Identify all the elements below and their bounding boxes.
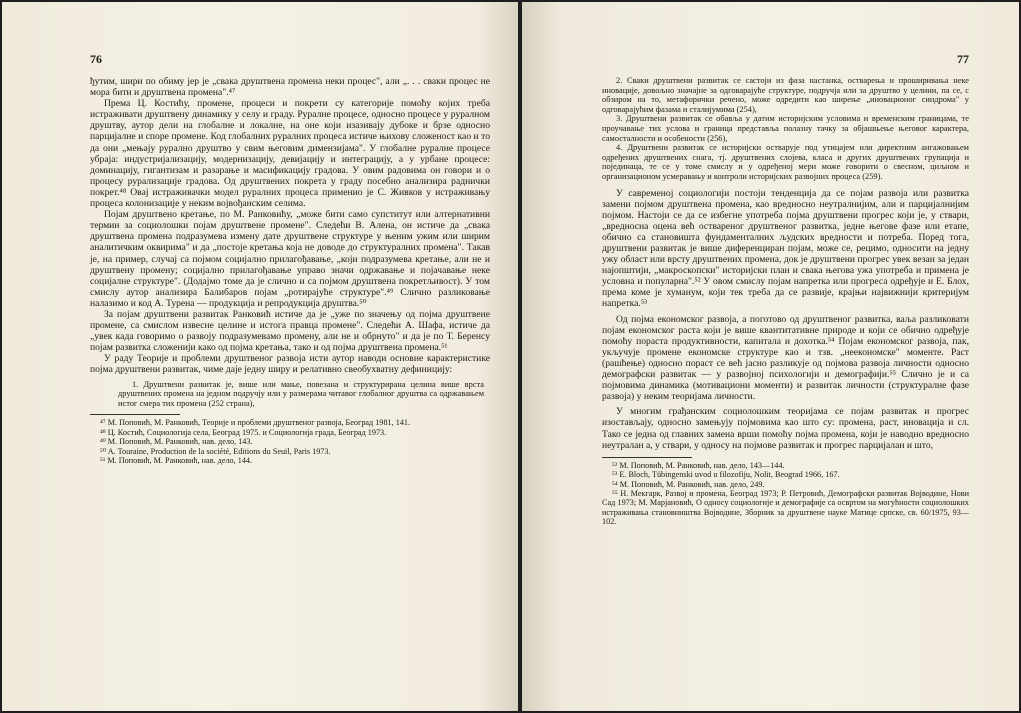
- footnote: ⁴⁸ Ц. Костић, Социологија села, Београд 1975. и Социологија града, Београд 1973.: [100, 427, 387, 437]
- footnotes: [90, 418, 490, 465]
- paragraph: У савременој социологији постоји тенденција да се појам развоја или развитка замени појмом друштвена промена, као вредносно неутралнијим, али и парцијалнијим појмом. Настоји се да се избегне употреба појма друштвени прогрес који је, у ствари, „вредносна оцена већ оствареног друштвеног развитка, једне његове фазе или етапе, обично са становишта фундаменталних људских вредности и потреба. Поред тога, друштвени развитак је више диференциран појам, може се, рецимо, односити на једну ужу област или врсту друштвених промена, док је друштвени прогрес увек везан за један најопштији, „макроскопски" историјски план и свака његова ужа употреба и примена је условна и популарна".⁵² У овом смислу појам напретка или прогреса одређује и Е. Блох, према коме је хуманум, који тек треба да се развије, крајњи највижнији критеријум напретка.⁵³: [602, 187, 969, 310]
- paragraph: У раду Теорије и проблеми друштвеног развоја исти аутор наводи основне карактеристике појма друштвени развитак, чиме даје једну ширу и релативно свеобухватну дефиницију:: [90, 353, 490, 376]
- left-page: [2, 2, 518, 711]
- footnote: ⁴⁹ М. Поповић, М. Ранковић, нав. дело, 143.: [100, 437, 253, 447]
- footnote-rule: [602, 457, 692, 458]
- paragraph: У многим грађанским социолошким теоријама се појам развитак и прогрес изостављају, односно замењују појмовима као што су: промена, раст, иновација и сл. Тако се једна од главних замена врши помоћу појма промена, који је наводно вредносно неутралан а, у ствари, у односу на појмове развитак и прогрес парцијалан и што,: [602, 406, 969, 451]
- quote-item: 1. Друштвени развитак је, више или мање, повезана и структурирана целина више врста друштвених промена на једном подручју или у размерама читавог глобалног друштва са одржавањем истог смера тих промена (252 страна),: [118, 379, 484, 408]
- footnote: ⁵¹ М. Поповић, М. Ранковић, нав. дело, 144.: [100, 455, 253, 465]
- footnote: ⁴⁷ М. Поповић, М. Ранковић, Теорије и проблеми друштвеног развоја, Београд 1981, 141.: [100, 418, 411, 428]
- block-quote: [602, 76, 969, 182]
- footnote: ⁵² М. Поповић, М. Ранковић, нав. дело, 143—144.: [612, 460, 785, 470]
- footnote: ⁵³ E. Bloch, Tübingenski uvod u filozofiju, Nolit, Beograd 1966, 167.: [612, 470, 840, 480]
- footnote: ⁵⁵ Н. Мекгарк, Развој и промена, Београд 1973; Р. Петровић, Демографски развитак Војводине, Нови Сад 1973; М. Марјановић, О односу социологије и демографије са освртом на могућности социолошких истраживања становништва Војводине, Зборник за друштвене науке Матице српске, св. 60/1975, 93—102.: [602, 488, 969, 527]
- quote-item: 3. Друштвени развитак се обавља у датим историјским условима и временским границама, те проучавање тих услова и граница представља полазну тачку за објашњење његовог карактера, самосталности и особености (256),: [602, 114, 969, 143]
- footnote: ⁵⁴ М. Поповић, М. Ранковић, нав. дело, 249.: [612, 479, 765, 489]
- quote-item: 4. Друштвени развитак се историјски остварује под утицајем или директним ангажовањем одређених друштвених снага, тј. друштвених слојева, класа и других друштвених групација и појединаца, те се у томе смислу и у одређеној мери може говорити о свесном, циљном и организационом усмеравању и контроли историјских развојних процеса (259).: [602, 143, 969, 181]
- paragraph: Појам друштвено кретање, по М. Ранковићу, „може бити само супститут или алтернативни термин за социолошки појам друштвене промене". Следећи В. Алена, он истиче да „свака друштвена промена подразумева измену дате друштвене структуре у њеним ужим или ширим аналитичким оквирима" и да „постоје кретања која не доводе до структуралних промена". Такав је, на пример, случај са појмом социјално прилагођавање, „који подразумева кретање, али не и друштвену промену; социјално прилагођавање управо значи одржавање и појачавање неке социјалне структуре". (Додајмо томе да је слично и са појмом друштвена покретљивост). У том смислу аутор анализира Балибаров појам „ротирајуће структуре".⁴⁹ Слично разликовање налазимо и код А. Турена — продукција и репродукција друштва.⁵⁰: [90, 209, 490, 309]
- quote-item: 2. Сваки друштвени развитак се састоји из фаза настанка, остварења и проширивања неке иновације, довољно значајне за одговарајуће структуре, подручја или за друштво у целини, па се, с обзиром на то, метафорички речено, може одредити као ширење „иновационог синдрома" у одговарајућим фазама и сталијумима (254),: [602, 76, 969, 114]
- footnote: ⁵⁰ A. Touraine, Production de la société, Editions du Seuil, Paris 1973.: [100, 446, 331, 456]
- footnote-rule: [90, 414, 180, 415]
- paragraph: За појам друштвени развитак Ранковић истиче да је „уже по значењу од појма друштвене промене, са смислом извесне целине и истога правца промене". Следећи А. Шафа, истиче да „увек када говоримо о развоју подразумевамо промену, али не и обрнуто" и да је по Т. Беренсу појам развитка сложенији како од појма кретања, тако и од појма друштвена промена.⁵¹: [90, 308, 490, 354]
- footnotes: [602, 461, 969, 527]
- paragraph: ђутим, шири по обиму јер је „свака друштвена промена неки процес", али „. . . сваки процес не мора бити и друштвена промена".⁴⁷: [90, 76, 490, 99]
- paragraph: Према Ц. Костићу, промене, процеси и покрети су категорије помоћу којих треба истраживати друштвену динамику у селу и граду. Руралне процесе, односно процесе у руралном друштву, аутор дели на глобалне и локалне, на оне који изазивају дубоке и брзе односно парцијалне и споре промене. Код глобалних руралних процеса истиче њихову сложеност као и то да они „мењају рурално друштво у свим његовим димензијама". У глобалне руралне процесе убраја: индустријализацију, модернизацију, девијацију и интеграцију, а у урбане процесе: доминацију, гигантизам и разарање и масификацију градова. У овим радовима он говори и о процесу рурализације градова. Од друштвених покрета у граду посебно анализира раднички покрет.⁴⁸ Овај истраживачки модел руралних процеса применио је С. Живков у истраживању процеса колонизације у неким војвођанским селима.: [90, 98, 490, 210]
- page-number: 77: [957, 52, 969, 66]
- paragraph: Од појма економског развоја, а поготово од друштвеног развитка, ваља разликовати појам економског раста који је више квантитативне природе и који се обично одређује помоћу пораста продуктивности, капитала и дохотка.⁵⁴ Појам економског развоја, пак, укључује промене економске структуре као и тзв. „неекономске" моменте. Раст (рашћење) односно пораст се већ јасно разликује од појмова развоја личности односно демографски развитак — у развојној психологији и демографији.⁵⁵ Слично је и са појмовима динамика (мотивациони моменти) и развитак личности (структуралне фазе развоја) у неким теоријама личности.: [602, 313, 969, 403]
- page-number: 76: [90, 52, 102, 66]
- block-quote: [90, 380, 490, 409]
- right-page: [522, 2, 1019, 711]
